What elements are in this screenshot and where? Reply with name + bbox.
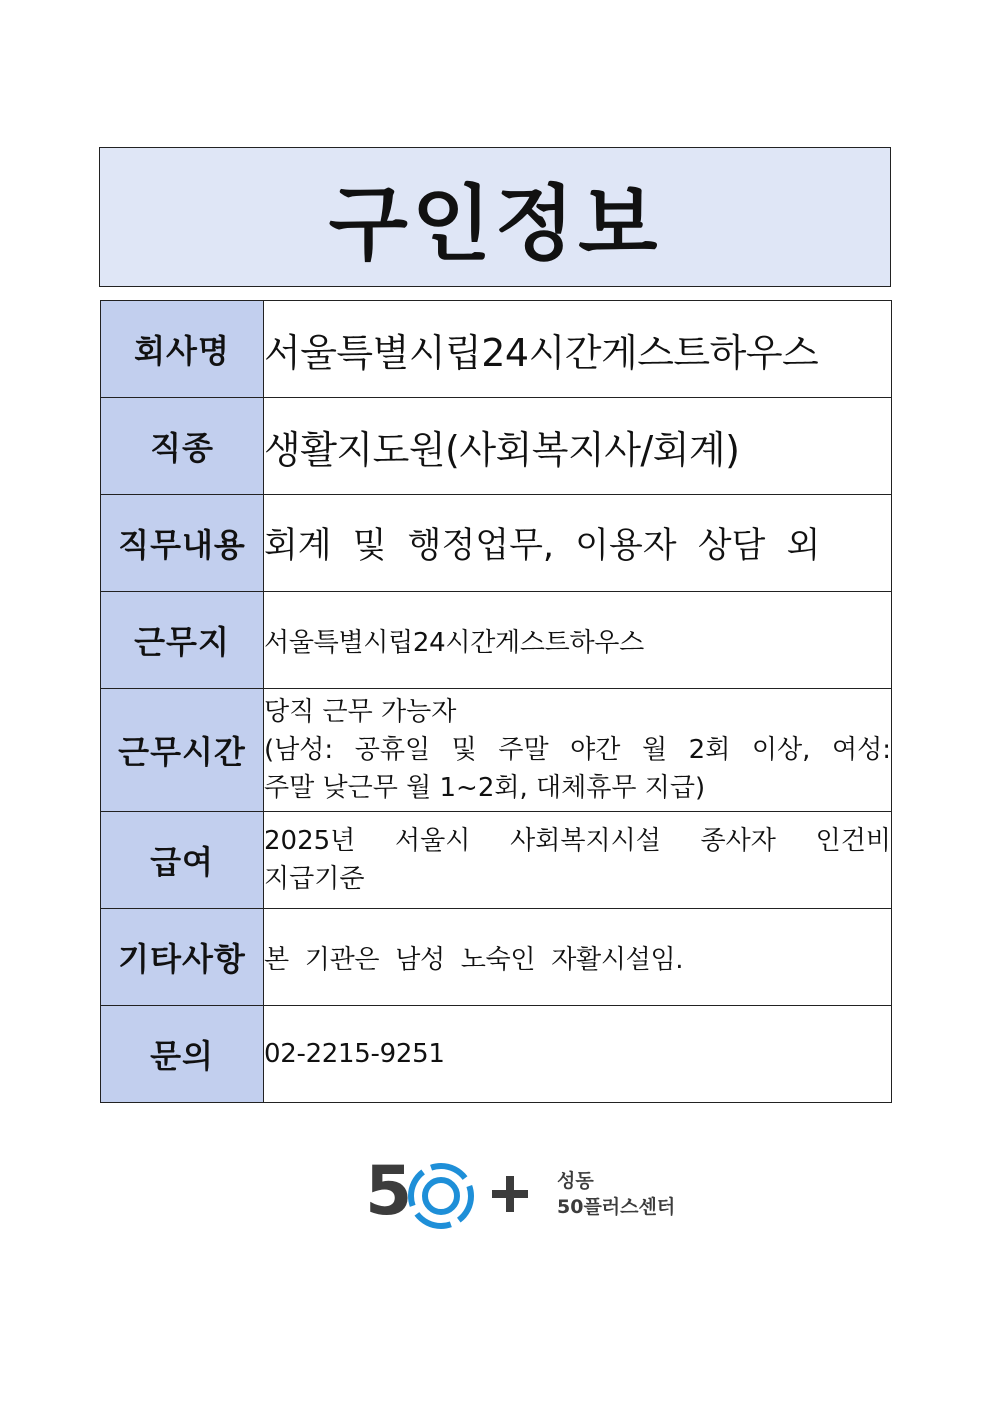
logo-number: 5 <box>365 1152 413 1231</box>
table-row <box>101 398 892 495</box>
table-row <box>101 301 892 398</box>
row-value-job-type: 생활지도원(사회복지사/회계) <box>264 398 892 495</box>
logo-text-line-2: 50플러스센터 <box>557 1196 676 1218</box>
row-label-company: 회사명 <box>101 301 264 398</box>
plus-icon <box>487 1162 533 1226</box>
table-row <box>101 1006 892 1103</box>
row-value-workplace: 서울특별시립24시간게스트하우스 <box>264 592 892 689</box>
logo-text-line-1: 성동 <box>557 1170 594 1192</box>
page-title: 구인정보 <box>328 176 662 272</box>
work-hours-line-2: (남성: 공휴일 및 주말 야간 월 2회 이상, 여성: <box>264 735 891 765</box>
logo-text <box>557 1168 675 1220</box>
work-hours-line-3: 주말 낮근무 월 1~2회, 대체휴무 지급) <box>264 773 706 803</box>
table-row <box>101 592 892 689</box>
organization-logo <box>365 1152 685 1231</box>
row-value-other: 본 기관은 남성 노숙인 자활시설임. <box>264 909 892 1006</box>
work-hours-line-1: 당직 근무 가능자 <box>264 697 457 727</box>
row-value-salary <box>264 812 892 909</box>
row-label-duties: 직무내용 <box>101 495 264 592</box>
salary-line-1: 2025년 서울시 사회복지시설 종사자 인건비 <box>264 826 891 856</box>
salary-line-2: 지급기준 <box>264 864 365 894</box>
row-label-other: 기타사항 <box>101 909 264 1006</box>
row-label-contact: 문의 <box>101 1006 264 1103</box>
job-info-table <box>100 300 892 1103</box>
row-label-work-hours: 근무시간 <box>101 689 264 812</box>
row-label-salary: 급여 <box>101 812 264 909</box>
table-row <box>101 812 892 909</box>
row-value-work-hours <box>264 689 892 812</box>
row-label-job-type: 직종 <box>101 398 264 495</box>
row-label-workplace: 근무지 <box>101 592 264 689</box>
title-box <box>99 147 891 287</box>
table-row <box>101 495 892 592</box>
row-value-contact: 02-2215-9251 <box>264 1006 892 1103</box>
row-value-duties: 회계 및 행정업무, 이용자 상담 외 <box>264 495 892 592</box>
row-value-company: 서울특별시립24시간게스트하우스 <box>264 301 892 398</box>
table-row <box>101 689 892 812</box>
ring-icon <box>405 1160 477 1232</box>
table-row <box>101 909 892 1006</box>
